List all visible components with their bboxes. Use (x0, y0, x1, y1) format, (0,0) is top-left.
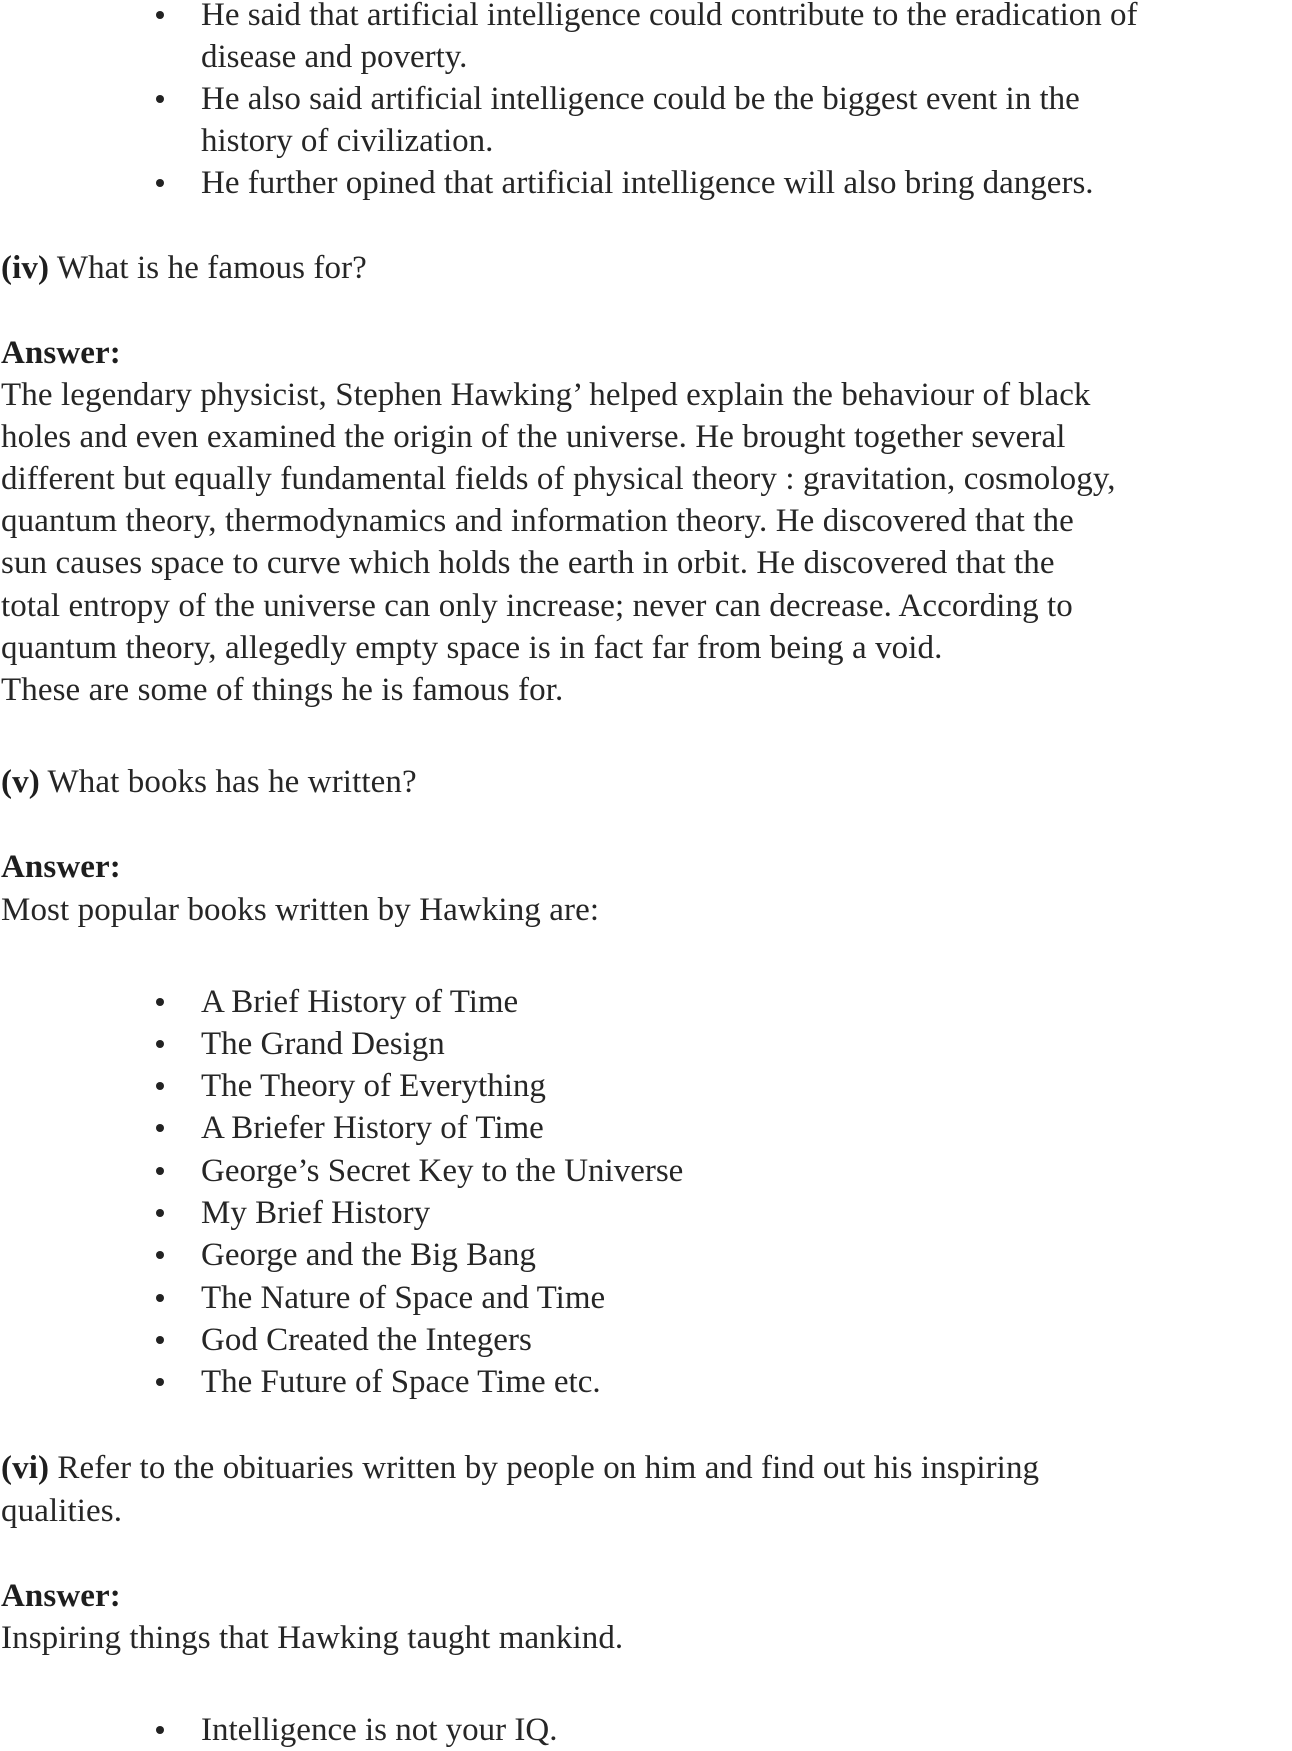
bullet-icon (156, 1251, 164, 1259)
book-title: The Theory of Everything (201, 1068, 546, 1104)
list-item (0, 1361, 1292, 1403)
bullet-icon (156, 998, 164, 1006)
bullet-icon (156, 1336, 164, 1344)
book-title: A Briefer History of Time (201, 1110, 544, 1146)
paragraph-line: holes and even examined the origin of the universe. He brought together several (1, 419, 1066, 455)
bullet-icon (156, 1082, 164, 1090)
list-item (0, 1709, 1292, 1751)
bullet-icon (156, 1726, 164, 1734)
list-item (0, 78, 1292, 120)
book-title: The Future of Space Time etc. (201, 1364, 601, 1400)
bullet-icon (156, 1040, 164, 1048)
list-item-text: He further opined that artificial intelligence will also bring dangers. (201, 165, 1094, 201)
question-text: What is he famous for? (49, 250, 367, 286)
list-item (0, 1107, 1292, 1149)
list-item (0, 981, 1292, 1023)
list-item (0, 1065, 1292, 1107)
paragraph-line: quantum theory, allegedly empty space is in fact far from being a void. (1, 630, 943, 666)
question-iv (1, 247, 367, 289)
list-item-text: He also said artificial intelligence could be the biggest event in the (201, 81, 1080, 117)
list-item (0, 1234, 1292, 1276)
book-title: George and the Big Bang (201, 1237, 536, 1273)
answer-intro: Inspiring things that Hawking taught mankind. (1, 1620, 624, 1656)
answer-intro: Most popular books written by Hawking are: (1, 892, 600, 928)
paragraph-line: quantum theory, thermodynamics and information theory. He discovered that the (1, 503, 1074, 539)
question-vi (1, 1447, 1039, 1489)
list-item-continuation: disease and poverty. (201, 39, 468, 75)
question-text: Refer to the obituaries written by people on him and find out his inspiring (49, 1450, 1040, 1486)
bullet-icon (156, 179, 164, 187)
question-number: (v) (1, 764, 40, 800)
bullet-icon (156, 1378, 164, 1386)
paragraph-line: The legendary physicist, Stephen Hawking’ helped explain the behaviour of black (1, 377, 1091, 413)
book-title: The Grand Design (201, 1026, 445, 1062)
question-text-continuation: qualities. (1, 1493, 123, 1529)
list-item-continuation: history of civilization. (201, 123, 494, 159)
bullet-icon (156, 1167, 164, 1175)
question-number: (vi) (1, 1450, 50, 1486)
book-title: The Nature of Space and Time (201, 1280, 606, 1316)
book-title: George’s Secret Key to the Universe (201, 1153, 684, 1189)
list-item (0, 162, 1292, 204)
bullet-icon (156, 95, 164, 103)
paragraph-line: These are some of things he is famous for. (1, 672, 564, 708)
list-item (0, 1150, 1292, 1192)
bullet-icon (156, 1124, 164, 1132)
paragraph-line: different but equally fundamental fields of physical theory : gravitation, cosmology, (1, 461, 1116, 497)
bullet-icon (156, 1209, 164, 1217)
question-number: (iv) (1, 250, 50, 286)
list-item (0, 1192, 1292, 1234)
book-title: God Created the Integers (201, 1322, 532, 1358)
book-title: A Brief History of Time (201, 984, 519, 1020)
book-title: My Brief History (201, 1195, 431, 1231)
question-text: What books has he written? (39, 764, 417, 800)
paragraph-line: total entropy of the universe can only increase; never can decrease. According to (1, 588, 1073, 624)
list-item (0, 0, 1292, 36)
list-item (0, 1277, 1292, 1319)
question-v (1, 761, 417, 803)
bullet-icon (156, 11, 164, 19)
answer-label: Answer: (1, 849, 121, 885)
list-item (0, 1319, 1292, 1361)
answer-label: Answer: (1, 1578, 121, 1614)
answer-label: Answer: (1, 335, 121, 371)
list-item (0, 1023, 1292, 1065)
paragraph-line: sun causes space to curve which holds the earth in orbit. He discovered that the (1, 545, 1055, 581)
list-item-text: He said that artificial intelligence could contribute to the eradication of (201, 0, 1138, 33)
list-item-text: Intelligence is not your IQ. (201, 1712, 558, 1748)
bullet-icon (156, 1294, 164, 1302)
